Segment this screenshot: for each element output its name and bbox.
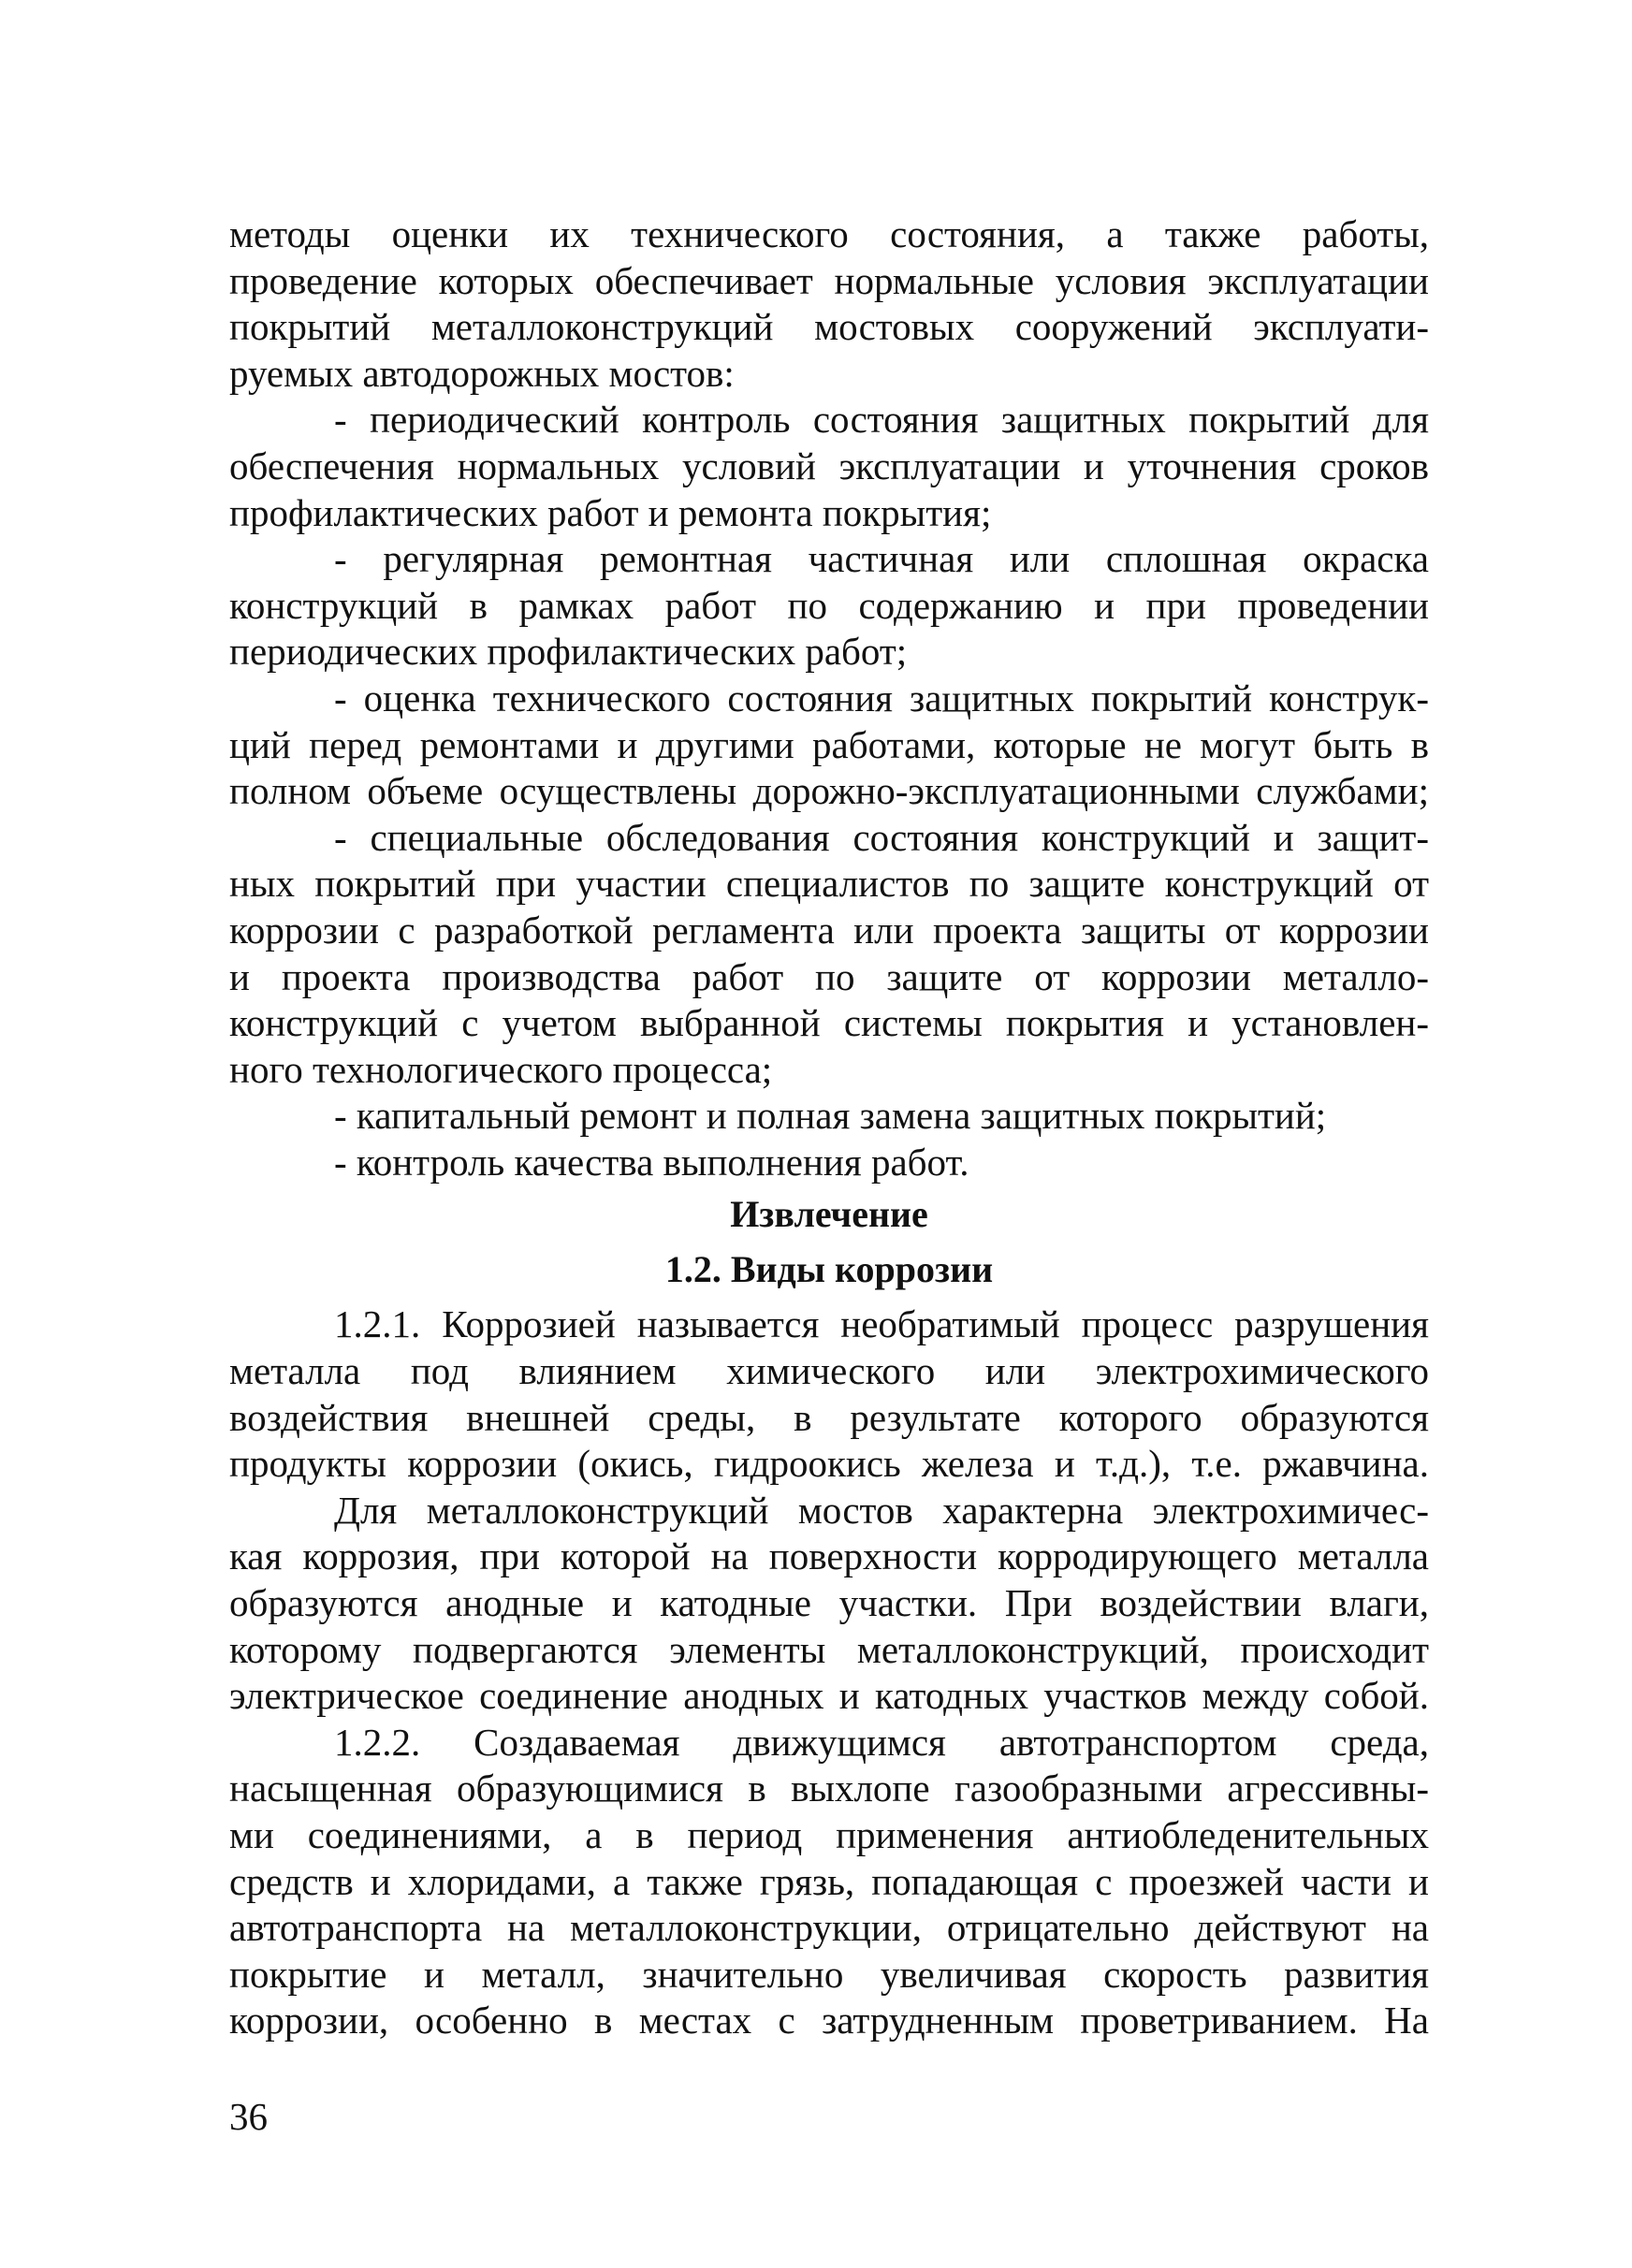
text-line: электрическое соединение анодных и катодных участков между собой. [229,1674,1429,1718]
text-line: кая коррозия, при которой на поверхности корродирующего металла [229,1534,1429,1578]
text-line: автотранспорта на металлоконструкции, отрицательно действуют на [229,1906,1429,1950]
list-item [229,1140,1429,1186]
text-line: периодических профилактических работ; [229,630,908,674]
text-line: профилактических работ и ремонта покрытия; [229,490,992,534]
text-line: 1.2.1. Коррозией называется необратимый процесс разрушения [334,1302,1429,1346]
text-line: Для металлоконструкций мостов характерна электрохимичес- [334,1488,1429,1532]
text-line: образуются анодные и катодные участки. При воздействии влаги, [229,1581,1429,1625]
text-line: - регулярная ремонтная частичная или сплошная окраска [334,537,1429,581]
text-line: ций перед ремонтами и другими работами, которые не могут быть в [229,722,1429,766]
text-line: ных покрытий при участии специалистов по защите конструкций от [229,862,1429,906]
text-line: конструкций с учетом выбранной системы покрытия и установлен- [229,1001,1429,1045]
text-line: ного технологического процесса; [229,1047,773,1091]
text-line: руемых автодорожных мостов: [229,351,735,395]
paragraph [229,1720,1429,2044]
text-line: - периодический контроль состояния защитных покрытий для [334,398,1429,442]
heading-extract: Извлечение [730,1193,928,1236]
text-line: воздействия внешней среды, в результате которого образуются [229,1395,1429,1439]
intro-paragraph [229,211,1429,397]
list-item [229,536,1429,676]
text-line: методы оценки их технического состояния, а также работы, [229,212,1429,255]
text-line: металла под влиянием химического или электрохимического [229,1349,1429,1393]
text-line: продукты коррозии (окись, гидроокись железа и т.д.), т.е. ржавчина. [229,1442,1429,1486]
text-line: проведение которых обеспечивает нормальные условия эксплуатации [229,258,1429,302]
text-line: коррозии, особенно в местах с затрудненным проветриванием. На [229,1999,1429,2043]
text-line: полном объеме осуществлены дорожно-эксплуатационными службами; [229,769,1429,813]
text-line: покрытий металлоконструкций мостовых сооружений эксплуати- [229,305,1429,349]
list-item [229,397,1429,536]
text-line: конструкций в рамках работ по содержанию и при проведении [229,583,1429,627]
text-line: обеспечения нормальных условий эксплуатации и уточнения сроков [229,443,1429,487]
text-line: покрытие и металл, значительно увеличивая скорость развития [229,1952,1429,1996]
list-item [229,815,1429,1094]
text-line: насыщенная образующимися в выхлопе газообразными агрессивны- [229,1766,1429,1810]
paragraph [229,1301,1429,1487]
text-line: ми соединениями, а в период применения антиобледенительных [229,1813,1429,1856]
list-item [229,676,1429,815]
text-line: - специальные обследования состояния конструкций и защит- [334,815,1429,859]
text-line: 1.2.2. Создаваемая движущимся автотранспортом среда, [334,1720,1429,1764]
text-line: которому подвергаются элементы металлоконструкций, происходит [229,1627,1429,1671]
list-item [229,1093,1429,1140]
section-heading: 1.2. Виды коррозии [664,1248,994,1291]
text-line: и проекта производства работ по защите от коррозии металло- [229,954,1429,998]
page-body [229,211,1429,2044]
text-line: - оценка технического состояния защитных покрытий конструк- [334,676,1429,720]
page-number: 36 [229,2095,268,2138]
text-line: - капитальный ремонт и полная замена защитных покрытий; [334,1094,1327,1138]
paragraph [229,1488,1429,1720]
text-line: средств и хлоридами, а также грязь, попадающая с проезжей части и [229,1859,1429,1903]
text-line: коррозии с разработкой регламента или проекта защиты от коррозии [229,908,1429,952]
text-line: - контроль качества выполнения работ. [334,1140,969,1184]
